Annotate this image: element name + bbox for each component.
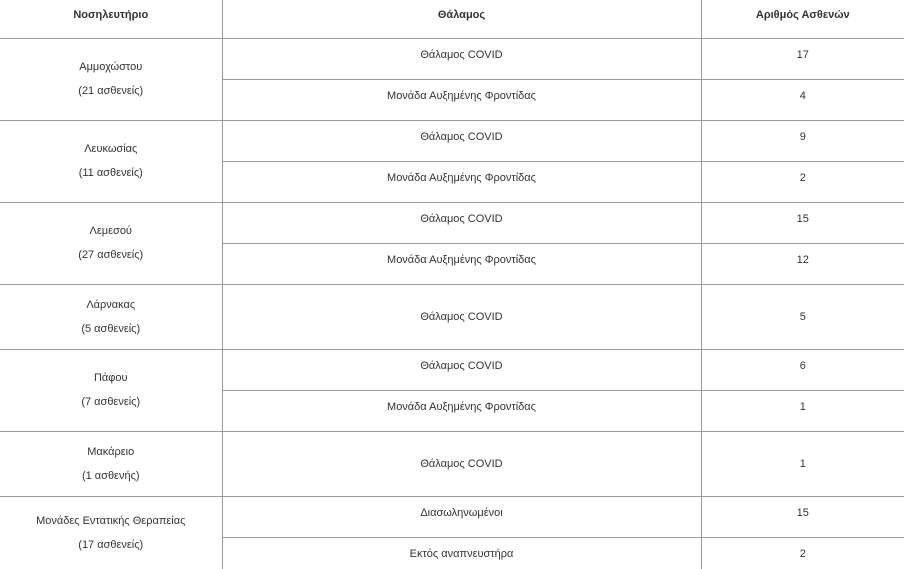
ward-cell: Θάλαμος COVID <box>222 284 701 349</box>
patient-count-cell: 1 <box>701 390 904 431</box>
patient-count-cell: 12 <box>701 243 904 284</box>
hospital-name: Λάρνακας <box>86 298 136 311</box>
header-hospital: Νοσηλευτήριο <box>0 0 222 38</box>
patient-count-cell: 4 <box>701 79 904 120</box>
header-ward: Θάλαμος <box>222 0 701 38</box>
hospital-name: Λεμεσού <box>89 225 132 237</box>
table-header-row <box>0 0 904 38</box>
ward-cell: Εκτός αναπνευστήρα <box>222 537 701 569</box>
patient-count-cell: 1 <box>701 431 904 496</box>
hospital-cell <box>0 349 222 431</box>
table-row <box>0 431 904 496</box>
hospital-patient-total: (11 ασθενείς) <box>78 167 143 179</box>
hospital-patient-total: (7 ασθενείς) <box>81 396 141 408</box>
hospital-patient-total: (5 ασθενείς) <box>81 322 141 335</box>
ward-cell: Θάλαμος COVID <box>222 431 701 496</box>
ward-cell: Θάλαμος COVID <box>222 120 701 161</box>
patient-count-cell: 17 <box>701 38 904 79</box>
table-row <box>0 202 904 243</box>
ward-cell: Θάλαμος COVID <box>222 349 701 390</box>
table-row <box>0 120 904 161</box>
patient-count-cell: 15 <box>701 496 904 537</box>
table-row <box>0 349 904 390</box>
ward-cell: Μονάδα Αυξημένης Φροντίδας <box>222 79 701 120</box>
hospital-cell <box>0 120 222 202</box>
ward-cell: Μονάδα Αυξημένης Φροντίδας <box>222 243 701 284</box>
hospital-cell <box>0 38 222 120</box>
patient-count-cell: 2 <box>701 537 904 569</box>
patient-count-cell: 6 <box>701 349 904 390</box>
hospital-name: Αμμοχώστου <box>79 61 143 73</box>
patient-count-cell: 9 <box>701 120 904 161</box>
patient-count-cell: 5 <box>701 284 904 349</box>
hospital-patient-total: (21 ασθενείς) <box>78 85 144 97</box>
hospital-name: Μακάρειο <box>87 445 135 458</box>
hospital-patient-total: (1 ασθενής) <box>81 469 140 482</box>
table-row <box>0 496 904 537</box>
hospital-cell <box>0 202 222 284</box>
hospital-name: Μονάδες Εντατικής Θεραπείας <box>36 515 186 527</box>
ward-cell: Μονάδα Αυξημένης Φροντίδας <box>222 390 701 431</box>
hospital-cell <box>0 284 222 349</box>
table-row <box>0 38 904 79</box>
header-patient-count: Αριθμός Ασθενών <box>701 0 904 38</box>
hospital-patient-total: (17 ασθενείς) <box>78 539 144 551</box>
ward-cell: Διασωληνωμένοι <box>222 496 701 537</box>
hospital-patient-total: (27 ασθενείς) <box>78 249 144 261</box>
hospital-name: Λευκωσίας <box>84 143 138 155</box>
table-row <box>0 284 904 349</box>
patient-count-cell: 15 <box>701 202 904 243</box>
patient-count-cell: 2 <box>701 161 904 202</box>
ward-cell: Θάλαμος COVID <box>222 38 701 79</box>
hospital-name: Πάφου <box>93 372 128 384</box>
hospital-cell <box>0 431 222 496</box>
ward-cell: Θάλαμος COVID <box>222 202 701 243</box>
ward-cell: Μονάδα Αυξημένης Φροντίδας <box>222 161 701 202</box>
hospital-cell <box>0 496 222 569</box>
